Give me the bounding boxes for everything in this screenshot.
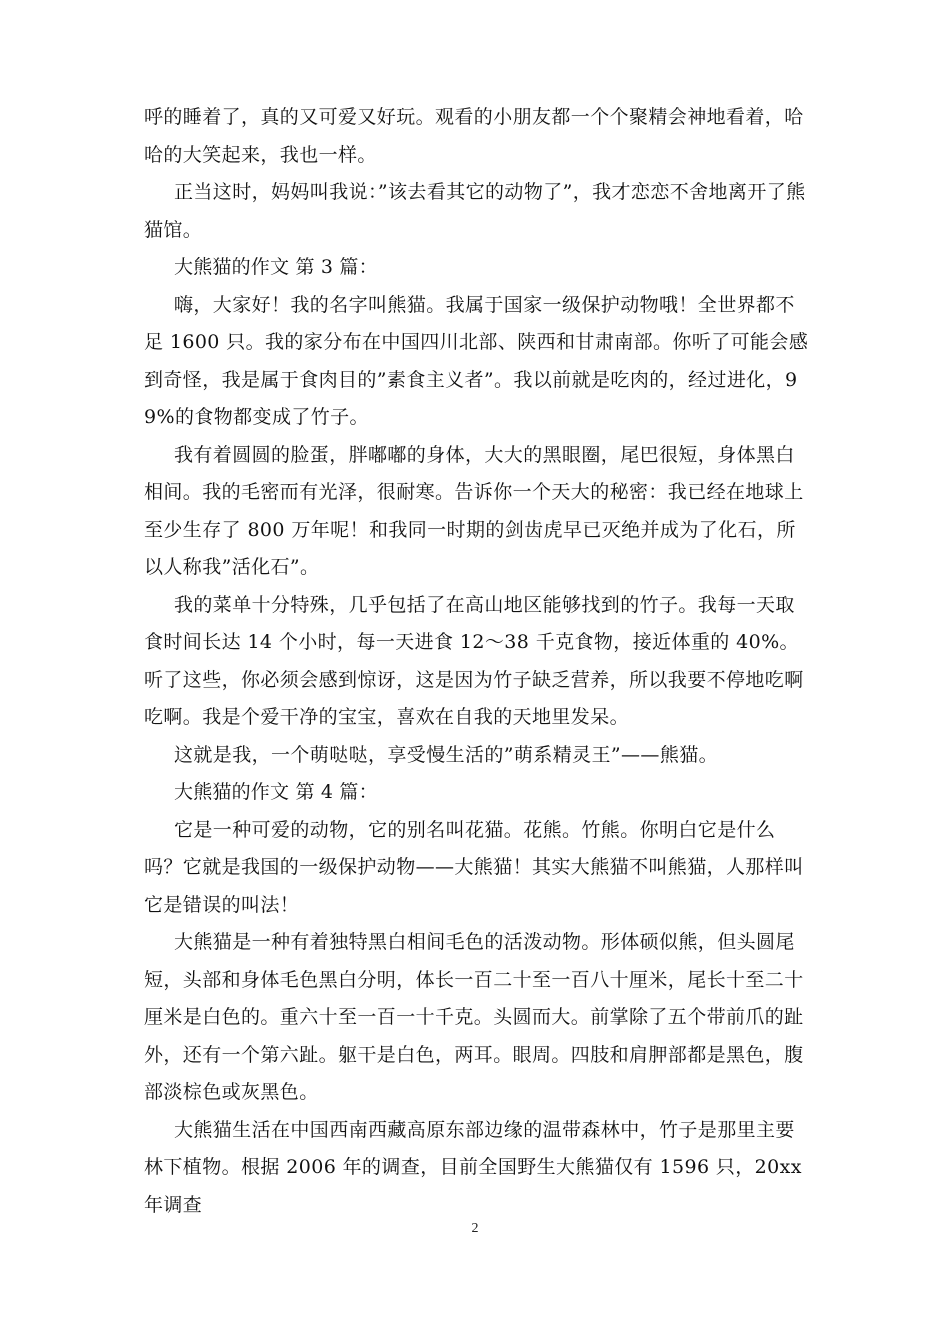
paragraph-3-intro: 嗨，大家好！我的名字叫熊猫。我属于国家一级保护动物哦！全世界都不足 1600 只。我的家分布在中国四川北部、陕西和甘肃南部。你听了可能会感到奇怪，我是属于食肉目的”素食主义者”。我以前就是吃肉的，经过进化，99%的食物都变成了竹子。 — [144, 293, 809, 428]
section-heading-3: 大熊猫的作文 第 3 篇： — [174, 256, 378, 278]
paragraph-3-appearance: 我有着圆圆的脸蛋，胖嘟嘟的身体，大大的黑眼圈，尾巴很短，身体黑白相间。我的毛密而有光泽，很耐寒。告诉你一个天大的秘密：我已经在地球上至少生存了 800 万年呢！和我同一时期的剑齿虎早已灭绝并成为了化石，所以人称我”活化石”。 — [144, 443, 804, 578]
page-number: 2 — [471, 1221, 479, 1236]
paragraph-3-diet: 我的菜单十分特殊，几乎包括了在高山地区能够找到的竹子。我每一天取食时间长达 14 个小时，每一天进食 12～38 千克食物，接近体重的 40%。听了这些，你必须会感到惊讶，这是因为竹子缺乏营养，所以我要不停地吃啊吃啊。我是个爱干净的宝宝，喜欢在自我的天地里发呆。 — [144, 593, 804, 728]
paragraph-4-habitat: 大熊猫生活在中国西南西藏高原东部边缘的温带森林中，竹子是那里主要林下植物。根据 2006 年的调查，目前全国野生大熊猫仅有 1596 只，20xx 年调查 — [144, 1118, 802, 1216]
paragraph-4-description: 大熊猫是一种有着独特黑白相间毛色的活泼动物。形体硕似熊，但头圆尾短，头部和身体毛色黑白分明，体长一百二十至一百八十厘米，尾长十至二十厘米是白色的。重六十至一百一十千克。头圆而大。前掌除了五个带前爪的趾外，还有一个第六趾。躯干是白色，两耳。眼周。四肢和肩胛部都是黑色，腹部淡棕色或灰黑色。 — [144, 931, 804, 1103]
paragraph-3-closing: 这就是我，一个萌哒哒，享受慢生活的”萌系精灵王”——熊猫。 — [174, 743, 719, 766]
paragraph-continuation: 呼的睡着了，真的又可爱又好玩。观看的小朋友都一个个聚精会神地看着，哈哈的大笑起来，我也一样。 — [144, 106, 804, 166]
document-body — [144, 99, 810, 1224]
paragraph-4-names: 它是一种可爱的动物，它的别名叫花猫。花熊。竹熊。你明白它是什么吗？它就是我国的一级保护动物——大熊猫！其实大熊猫不叫熊猫，人那样叫它是错误的叫法！ — [144, 818, 804, 916]
section-heading-4: 大熊猫的作文 第 4 篇： — [174, 781, 378, 803]
paragraph-leave-panda-hall: 正当这时，妈妈叫我说：”该去看其它的动物了”，我才恋恋不舍地离开了熊猫馆。 — [144, 181, 806, 241]
